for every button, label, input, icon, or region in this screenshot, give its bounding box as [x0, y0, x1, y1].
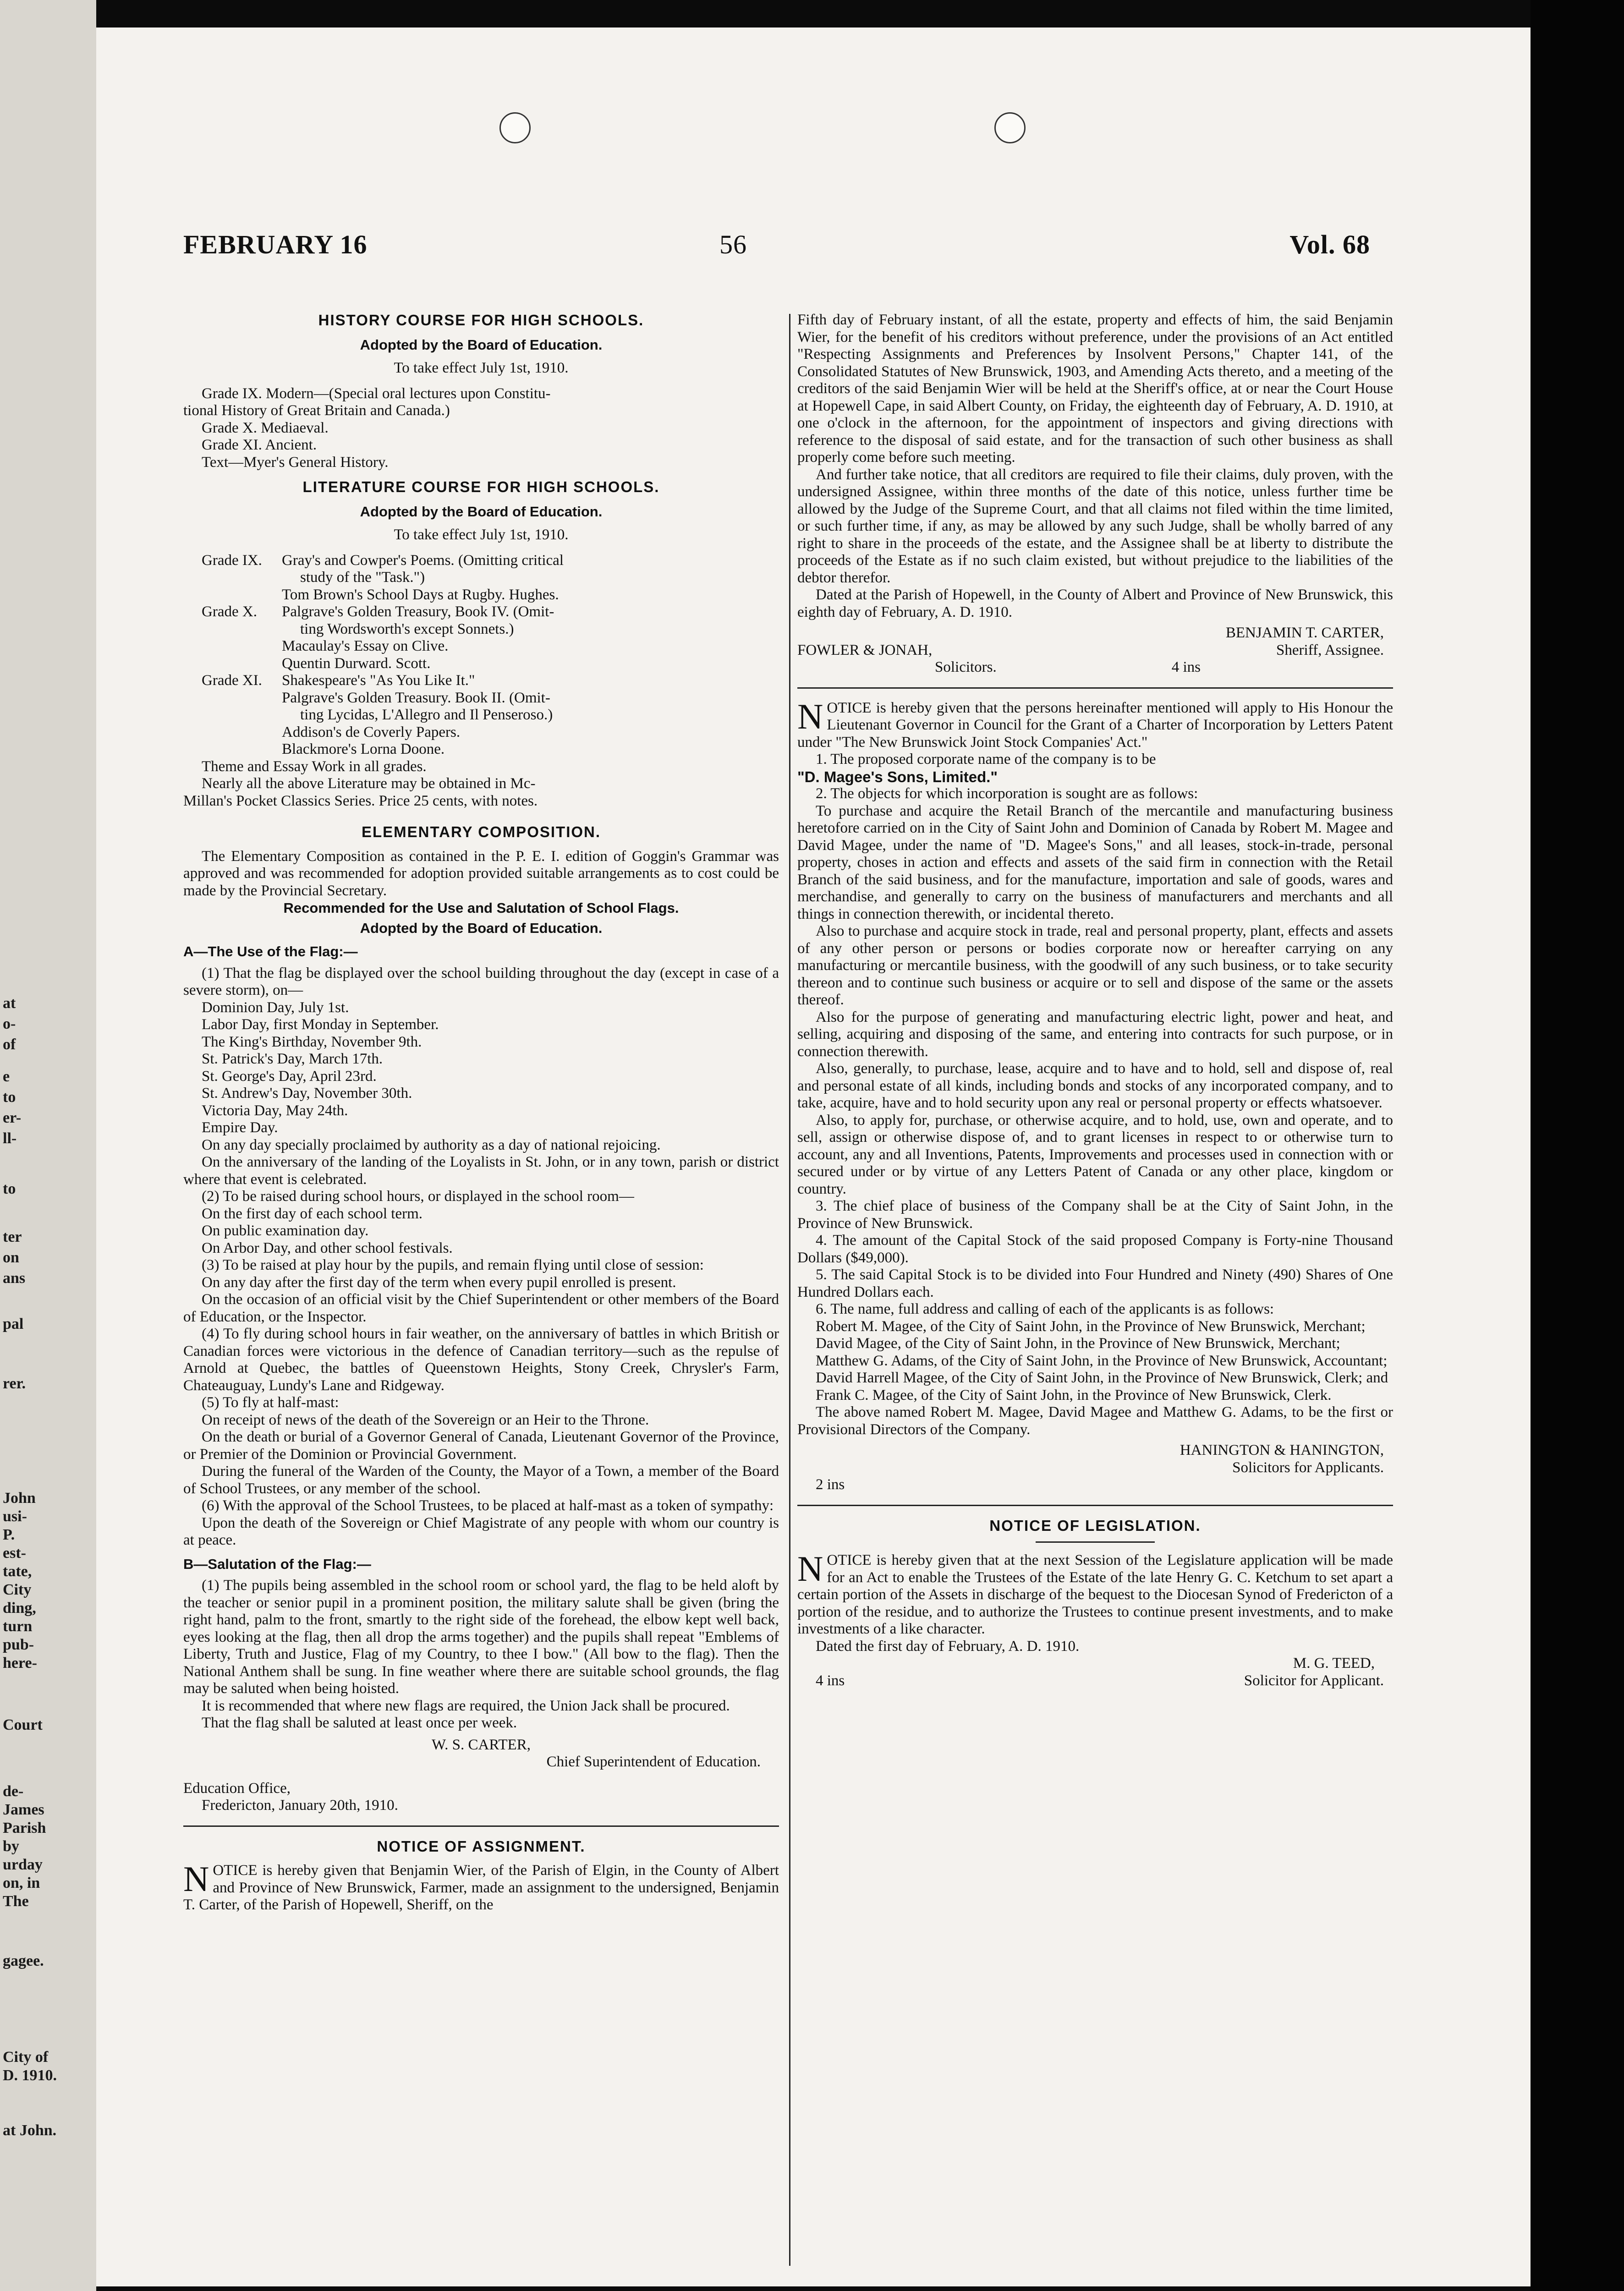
literature-line: Gray's and Cowper's Poems. (Omitting critical — [282, 552, 564, 569]
section-rule — [797, 687, 1393, 689]
literature-closing: Theme and Essay Work in all grades. — [202, 758, 427, 775]
applicant: Robert M. Magee, of the City of Saint John, in the Province of New Brunswick, Merchant; — [816, 1318, 1366, 1335]
margin-fragment: James — [3, 1801, 44, 1818]
elementary-title: ELEMENTARY COMPOSITION. — [361, 823, 601, 840]
assignment-paragraph: NOTICE is hereby given that Benjamin Wier, of the Parish of Elgin, in the County of Albert and Province of New Brunswick, Farmer, made an assignment to the undersigned, Benjamin T. Carter, of the Parish of Hopewell, Sheriff, on the — [183, 1859, 779, 1913]
flag-use-line: (1) That the flag be displayed over the school building throughout the day (except in case of a severe storm), on— — [183, 965, 779, 998]
margin-fragment: Court — [3, 1716, 43, 1733]
grade-label: Grade XI. — [202, 672, 262, 689]
margin-fragment: at John. — [3, 2122, 57, 2139]
flag-use-line: Labor Day, first Monday in September. — [202, 1016, 439, 1033]
flag-use-line: Dominion Day, July 1st. — [202, 999, 349, 1016]
literature-closing: Nearly all the above Literature may be obtained in Mc- — [202, 775, 536, 792]
binding-edge — [1531, 0, 1624, 2291]
incorporation-intro: NOTICE is hereby given that the persons hereinafter mentioned will apply to His Honour the Lieutenant Governor in Council for the Grant of a Charter of Incorporation by Letters Patent under "The New Brunswick Joint Stock Companies' Act." — [797, 696, 1393, 751]
literature-closing: Millan's Pocket Classics Series. Price 25 cents, with notes. — [183, 792, 538, 809]
notice-of-legislation — [797, 1517, 1393, 1690]
literature-line: Shakespeare's "As You Like It." — [282, 672, 475, 689]
page-number: 56 — [719, 230, 747, 259]
margin-fragment: rer. — [3, 1375, 26, 1392]
incorporation-notice — [797, 696, 1393, 1494]
legislation-title: NOTICE OF LEGISLATION. — [989, 1517, 1201, 1534]
incorporation-item: 2. The objects for which incorporation is sought are as follows: — [816, 785, 1198, 802]
school-flags — [183, 899, 779, 1814]
margin-fragment: o- — [3, 1015, 16, 1032]
margin-fragment: de- — [3, 1783, 24, 1800]
margin-fragment: pub- — [3, 1636, 34, 1653]
incorporation-object: To purchase and acquire the Retail Branch of the mercantile and manufacturing business heretofore carried on in the City of Saint John and Dominion of Canada by Robert M. Magee and David Magee, under the name of "D. Magee's Sons," and all leases, stock-in-trade, personal property, choses in action and effects and assets of the said firm in connection with the Retail Branch of the said business, and for the manufacture, importation and sale of goods, wares and merchandise, and generally to carry on the business of manufacturers and merchants and all things in connection therewith, or incidental thereto. — [797, 802, 1393, 922]
flag-use-line: Upon the death of the Sovereign or Chief Magistrate of any people with whom our country is at peace. — [183, 1514, 779, 1548]
incorporation-item: 1. The proposed corporate name of the company is to be — [816, 751, 1156, 767]
margin-fragment: here- — [3, 1655, 37, 1672]
title-rule — [1036, 1541, 1155, 1543]
incorporation-item: 4. The amount of the Capital Stock of the said proposed Company is Forty-nine Thousand Dollars ($49,000). — [797, 1232, 1393, 1266]
right-column — [797, 312, 1393, 1689]
office-line: Education Office, — [183, 1780, 291, 1797]
margin-fragment: The — [3, 1893, 29, 1910]
incorporation-item: 5. The said Capital Stock is to be divided into Four Hundred and Ninety (490) Shares of One Hundred Dollars each. — [797, 1266, 1393, 1300]
margin-fragment: ans — [3, 1270, 26, 1287]
incorporation-solicitors: HANINGTON & HANINGTON, — [1180, 1442, 1384, 1458]
literature-line: Blackmore's Lorna Doone. — [282, 741, 445, 757]
literature-course — [183, 478, 779, 810]
flag-use-heading: A—The Use of the Flag:— — [183, 943, 358, 959]
flag-use-line: On the occasion of an official visit by the Chief Superintendent or other members of the Board of Education, or the Inspector. — [183, 1291, 779, 1325]
assignment-paragraph: Dated at the Parish of Hopewell, in the County of Albert and Province of New Brunswick, this eighth day of February, A. D. 1910. — [797, 586, 1393, 620]
history-line: Text—Myer's General History. — [202, 454, 389, 471]
section-rule — [183, 1825, 779, 1827]
history-course — [183, 312, 779, 471]
grade-xi-block — [183, 672, 779, 758]
section-rule — [797, 1505, 1393, 1506]
margin-fragment: John — [3, 1490, 36, 1507]
notice-of-assignment — [183, 1838, 779, 1914]
flag-use-line: On any day after the first day of the term when every pupil enrolled is present. — [202, 1274, 676, 1291]
flag-use-line: St. George's Day, April 23rd. — [202, 1068, 377, 1085]
margin-fragment: gagee. — [3, 1952, 44, 1969]
legislation-signer-title: Solicitor for Applicant. — [1244, 1672, 1384, 1689]
binding-hole — [994, 112, 1026, 143]
flag-use-line: On public examination day. — [202, 1222, 369, 1239]
legislation-signer: M. G. TEED, — [1293, 1655, 1375, 1672]
signer-title: Chief Superintendent of Education. — [546, 1754, 761, 1770]
signer-name: W. S. CARTER, — [432, 1736, 531, 1753]
applicant: Frank C. Magee, of the City of Saint John, in the Province of New Brunswick, Clerk. — [816, 1387, 1332, 1403]
flag-use-line: St. Patrick's Day, March 17th. — [202, 1051, 383, 1067]
legislation-footer-row — [797, 1672, 1393, 1690]
flag-use-line: (2) To be raised during school hours, or displayed in the school room— — [202, 1188, 634, 1205]
flag-use-line: St. Andrew's Day, November 30th. — [202, 1085, 412, 1102]
assignment-continued — [797, 312, 1393, 676]
flag-use-line: The King's Birthday, November 9th. — [202, 1033, 422, 1050]
margin-fragment: Parish — [3, 1820, 46, 1836]
literature-line: ting Wordsworth's except Sonnets.) — [300, 620, 514, 637]
margin-fragment: tate, — [3, 1563, 32, 1580]
margin-fragment: ter — [3, 1228, 22, 1245]
literature-line: ting Lycidas, L'Allegro and Il Penseroso.) — [300, 707, 553, 723]
column-divider — [789, 314, 790, 2266]
company-name: "D. Magee's Sons, Limited." — [797, 768, 998, 785]
margin-fragment: City — [3, 1581, 32, 1598]
assignment-paragraph: And further take notice, that all creditors are required to file their claims, duly proven, with the undersigned Assignee, within three months of the date of this notice, unless further time be allowed by the Judge of the Supreme Court, and that all claims not filed within the time limited, or such further time, if any, as may be allowed by any such Judge, shall be wholly barred of any right to share in the proceeds of the estate, and the Assignee shall be at liberty to distribute the proceeds of the Estate as if no such claim existed, but without prejudice to the liabilities of the debtor therefor. — [797, 466, 1393, 586]
margin-fragment: est- — [3, 1545, 26, 1562]
margin-fragment: turn — [3, 1618, 33, 1635]
flags-adopted: Adopted by the Board of Education. — [360, 920, 603, 936]
issue-date: FEBRUARY 16 — [183, 230, 368, 259]
left-column — [183, 312, 779, 1914]
assignment-continued-paragraph: Fifth day of February instant, of all the estate, property and effects of him, the said Benjamin Wier, for the benefit of his creditors without preference, under the provisions of an Act entitled "Respecting Assignments and Preferences by Insolvent Persons," Chapter 141, of the Consolidated Statutes of New Brunswick, 1903, and Amending Acts thereto, and a meeting of the creditors of the said Benjamin Wier will be held at the Sheriff's office, at or near the Court House at Hopewell Cape, in said Albert County, on Friday, the eighteenth day of February, A. D. 1910, at one o'clock in the afternoon, for the appointment of inspectors and giving directions with reference to the disposal of said estate, and for the transaction of such other business as shall properly come before such meeting. — [797, 312, 1393, 466]
assignment-footer-row — [797, 659, 1393, 676]
flag-use-line: On the first day of each school term. — [202, 1205, 423, 1222]
flag-salute-line: (1) The pupils being assembled in the school room or school yard, the flag to be held aloft by the teacher or senior pupil in a prominent position, the military salute shall be given (bring the right hand, palm to the front, smartly to the right side of the forehead, the elbow kept well back, eyes looking at the flag, then all drop the arms together) and the pupils shall repeat "Emblems of Liberty, Truth and Justice, Flag of my Country, to thee I bow." (All bow to the flag). Then the National Anthem shall be sung. In fine weather where there are suitable school grounds, the flag may be saluted when being hoisted. — [183, 1577, 779, 1697]
directors-line: The above named Robert M. Magee, David Magee and Matthew G. Adams, to be the first or Provisional Directors of the Company. — [797, 1404, 1393, 1438]
margin-fragment: ll- — [3, 1130, 17, 1147]
place-date-line: Fredericton, January 20th, 1910. — [202, 1797, 398, 1814]
incorporation-object: Also, to apply for, purchase, or otherwise acquire, and to hold, use, own and operate, and to sell, assign or otherwise dispose of, and to grant licenses in respect to or otherwise turn to account, any and all Inventions, Patents, Improvements and processes used in connection with or secured under or by virtue of any Letters Patent of Canada or any other place, kingdom or country. — [797, 1112, 1393, 1197]
solicitors-label: Solicitors. — [935, 659, 997, 675]
incorporation-item: 6. The name, full address and calling of each of the applicants is as follows: — [816, 1301, 1274, 1317]
literature-line: Macaulay's Essay on Clive. — [282, 638, 449, 654]
elementary-paragraph: The Elementary Composition as contained in the P. E. I. edition of Goggin's Grammar was approved and was recommended for adoption provided suitable arrangements as to cost could be made by the Provincial Secretary. — [183, 848, 779, 899]
margin-fragment: er- — [3, 1109, 22, 1126]
margin-fragment: e — [3, 1068, 10, 1085]
history-title: HISTORY COURSE FOR HIGH SCHOOLS. — [318, 312, 644, 329]
flag-use-line: During the funeral of the Warden of the County, the Mayor of a Town, a member of the Board of School Trustees, or any member of the school. — [183, 1463, 779, 1497]
incorporation-object: Also, generally, to purchase, lease, acquire and to have and to hold, sell and dispose of, real and personal estate of all kinds, including bonds and stocks of any incorporated company, and to take, acquire, have and to hold security upon any real or personal property or effects whatsoever. — [797, 1060, 1393, 1111]
margin-fragment: by — [3, 1838, 19, 1855]
margin-fragment: ding, — [3, 1600, 36, 1617]
margin-fragment: on — [3, 1249, 19, 1266]
literature-line: Palgrave's Golden Treasury, Book IV. (Omit- — [282, 603, 554, 620]
margin-fragment: to — [3, 1089, 16, 1106]
flag-use-line: On any day specially proclaimed by authority as a day of national rejoicing. — [202, 1136, 661, 1153]
margin-fragment: to — [3, 1180, 16, 1197]
incorporation-item: 3. The chief place of business of the Company shall be at the City of Saint John, in the Province of New Brunswick. — [797, 1198, 1393, 1232]
newspaper-page — [96, 27, 1531, 2286]
flags-title: Recommended for the Use and Salutation of School Flags. — [283, 900, 679, 916]
flag-salute-line: It is recommended that where new flags are required, the Union Jack shall be procured. — [202, 1697, 730, 1714]
literature-adopted: Adopted by the Board of Education. — [360, 503, 603, 520]
flag-use-line: On the death or burial of a Governor General of Canada, Lieutenant Governor of the Province, or Premier of the Dominion or Provincial Government. — [183, 1429, 779, 1463]
solicitors-name: FOWLER & JONAH, — [797, 641, 933, 658]
previous-page-margin — [0, 0, 96, 2291]
applicant: David Harrell Magee, of the City of Saint John, in the Province of New Brunswick, Clerk; and — [816, 1370, 1388, 1386]
legislation-dated: Dated the first day of February, A. D. 1910. — [816, 1638, 1080, 1655]
binding-hole — [499, 112, 531, 143]
flag-use-line: On Arbor Day, and other school festivals. — [202, 1239, 453, 1256]
insertion-count: 4 ins — [1171, 659, 1201, 675]
margin-fragment: on, in — [3, 1874, 40, 1891]
assignment-signature-row — [797, 642, 1393, 659]
flag-use-line: (5) To fly at half-mast: — [202, 1394, 339, 1411]
incorporation-solicitors-title: Solicitors for Applicants. — [1232, 1459, 1384, 1476]
flag-use-line: Victoria Day, May 24th. — [202, 1102, 348, 1119]
history-line: Grade X. Mediaeval. — [202, 419, 329, 436]
applicant: David Magee, of the City of Saint John, in the Province of New Brunswick, Merchant; — [816, 1335, 1340, 1352]
flag-use-line: (4) To fly during school hours in fair weather, on the anniversary of battles in which British or Canadian forces were victorious in the defence of Canadian territory—such as the repulse of Arnold at Quebec, the battles of Queenstown Heights, Stony Creek, Chrysler's Farm, Chateauguay, Lundy's Lane and Ridgeway. — [183, 1326, 779, 1394]
history-line: tional History of Great Britain and Canada.) — [183, 402, 450, 419]
flag-use-line: On the anniversary of the landing of the Loyalists in St. John, or in any town, parish or district where that event is celebrated. — [183, 1154, 779, 1188]
flag-salute-heading: B—Salutation of the Flag:— — [183, 1556, 371, 1572]
flag-use-line: On receipt of news of the death of the Sovereign or an Heir to the Throne. — [202, 1411, 649, 1428]
margin-fragment: pal — [3, 1315, 24, 1332]
incorporation-object: Also to purchase and acquire stock in trade, real and personal property, plant, effects and assets of any other person or persons or bodies corporate now or hereafter carrying on any manufacturing or mercantile business, with the goodwill of any such business, or to take security thereon and to continue such business or acquire or to sell and dispose of the same or the assets thereof. — [797, 923, 1393, 1008]
literature-line: Tom Brown's School Days at Rugby. Hughes. — [282, 586, 559, 603]
history-line: Grade IX. Modern—(Special oral lectures upon Constitu- — [202, 385, 551, 402]
margin-fragment: P. — [3, 1526, 15, 1543]
literature-line: Addison's de Coverly Papers. — [282, 723, 461, 740]
literature-line: study of the "Task.") — [300, 569, 425, 586]
incorporation-object: Also for the purpose of generating and manufacturing electric light, power and heat, and selling, acquiring and disposing of the same, and entering into contracts for such purpose, or in connection therewith. — [797, 1008, 1393, 1060]
literature-line: Quentin Durward. Scott. — [282, 655, 431, 672]
margin-fragment: at — [3, 995, 16, 1012]
literature-title: LITERATURE COURSE FOR HIGH SCHOOLS. — [302, 478, 660, 495]
applicant: Matthew G. Adams, of the City of Saint John, in the Province of New Brunswick, Accountant; — [816, 1352, 1388, 1369]
grade-label: Grade IX. — [202, 552, 262, 569]
grade-x-block — [183, 603, 779, 672]
volume-number: Vol. 68 — [1289, 230, 1370, 259]
margin-fragment: City of — [3, 2049, 49, 2066]
flag-use-line: (3) To be raised at play hour by the pupils, and remain flying until close of session: — [202, 1257, 704, 1273]
insertion-count: 2 ins — [816, 1476, 845, 1493]
elementary-composition — [183, 823, 779, 899]
margin-fragment: urday — [3, 1856, 43, 1873]
history-adopted: Adopted by the Board of Education. — [360, 336, 603, 353]
margin-fragment: usi- — [3, 1508, 27, 1525]
assignee-title: Sheriff, Assignee. — [1276, 641, 1384, 658]
literature-effect: To take effect July 1st, 1910. — [394, 526, 569, 543]
literature-line: Palgrave's Golden Treasury. Book II. (Omit- — [282, 689, 550, 706]
legislation-paragraph: NOTICE is hereby given that at the next Session of the Legislature application will be made for an Act to enable the Trustees of the Estate of the late Henry G. C. Ketchum to set apart a certain portion of the Assets in discharge of the bequest to the Diocesan Synod of Fredericton of a portion of the residue, and to authorize the Trustees to continue present investments, and to make investments of a like character. — [797, 1549, 1393, 1637]
flag-use-line: (6) With the approval of the School Trustees, to be placed at half-mast as a token of sympathy: — [202, 1497, 774, 1514]
assignee-name: BENJAMIN T. CARTER, — [1225, 625, 1384, 641]
grade-label: Grade X. — [202, 603, 257, 620]
flag-salute-line: That the flag shall be saluted at least once per week. — [202, 1715, 517, 1731]
history-effect: To take effect July 1st, 1910. — [394, 360, 569, 376]
margin-fragment: D. 1910. — [3, 2067, 57, 2084]
assignment-title: NOTICE OF ASSIGNMENT. — [377, 1837, 586, 1855]
flag-use-line: Empire Day. — [202, 1119, 278, 1136]
history-line: Grade XI. Ancient. — [202, 437, 317, 453]
margin-fragment: of — [3, 1036, 16, 1053]
grade-ix-block — [183, 552, 779, 604]
insertion-count: 4 ins — [816, 1672, 845, 1689]
